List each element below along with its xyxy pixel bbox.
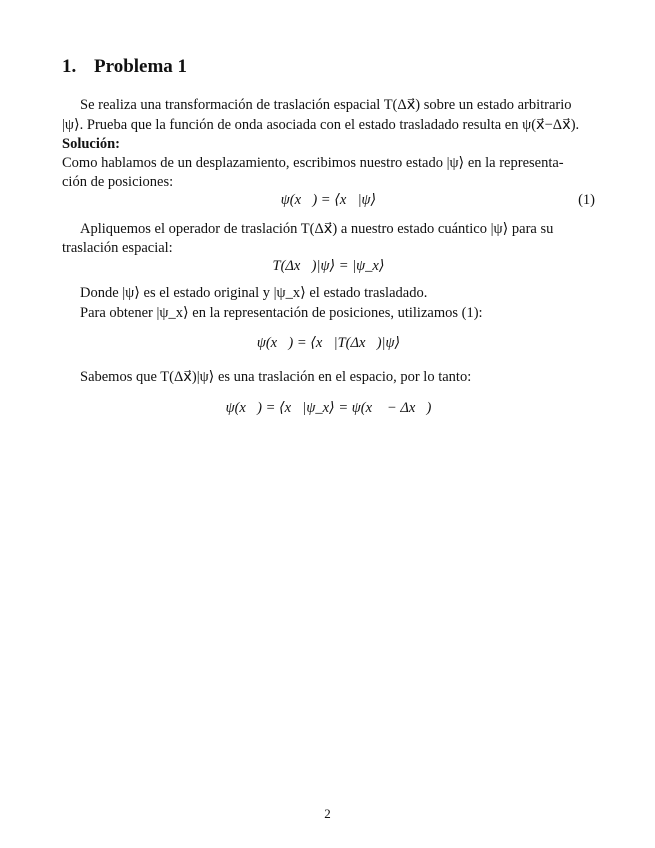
section-heading: [62, 56, 187, 78]
paragraph-2-line-2: ción de posiciones:: [62, 174, 174, 190]
paragraph-6: Sabemos que T(Δx⃗)|ψ⟩ es una traslación en el espacio, por lo tanto:: [80, 369, 472, 385]
paragraph-4: Donde |ψ⟩ es el estado original y |ψ_x⟩ el estado trasladado.: [80, 285, 428, 301]
equation-3: ψ(x⃗) = ⟨x⃗|T(Δx⃗)|ψ⟩: [256, 335, 401, 351]
equation-4: ψ(x⃗) = ⟨x⃗|ψ_x⟩ = ψ(x⃗ − Δx⃗): [225, 400, 432, 416]
section-title: Problema 1: [94, 56, 188, 77]
paragraph-2-line-1: Como hablamos de un desplazamiento, escribimos nuestro estado |ψ⟩ en la representa-: [62, 155, 564, 171]
paragraph-3-line-1: Apliquemos el operador de traslación T(Δx⃗) a nuestro estado cuántico |ψ⟩ para su: [80, 221, 554, 237]
problem-statement-line-2: |ψ⟩. Prueba que la función de onda asociada con el estado trasladado resulta en ψ(x⃗−Δx⃗).: [62, 117, 580, 133]
paragraph-3-line-2: traslación espacial:: [62, 240, 173, 256]
problem-statement-line-1: Se realiza una transformación de traslación espacial T(Δx⃗) sobre un estado arbitrario: [80, 97, 572, 113]
section-number: 1.: [62, 56, 77, 77]
page-number: 2: [324, 806, 331, 821]
equation-2: T(Δx⃗)|ψ⟩ = |ψ_x⟩: [272, 258, 385, 274]
equation-1-number: (1): [578, 192, 595, 208]
paragraph-5: Para obtener |ψ_x⟩ en la representación de posiciones, utilizamos (1):: [80, 305, 483, 321]
equation-1: ψ(x⃗) = ⟨x⃗|ψ⟩: [280, 192, 377, 208]
solution-label: Solución:: [62, 136, 121, 152]
